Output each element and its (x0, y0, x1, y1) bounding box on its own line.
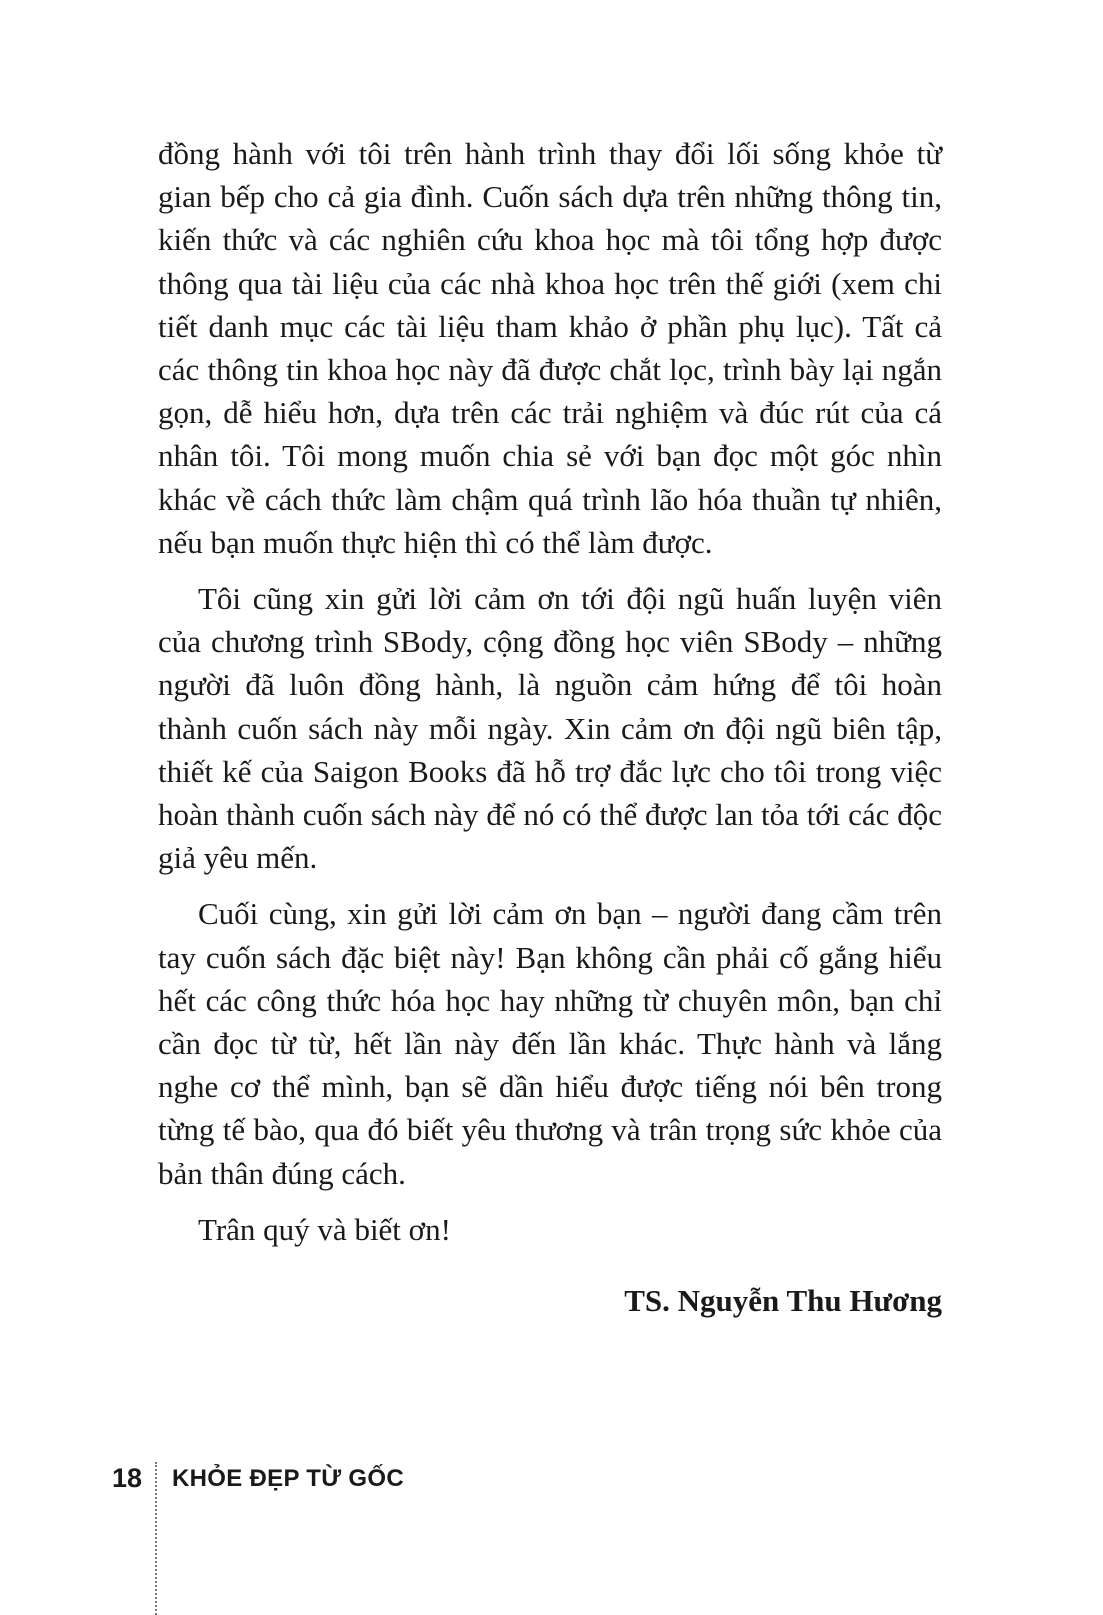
body-paragraph: Cuối cùng, xin gửi lời cảm ơn bạn – người đang cầm trên tay cuốn sách đặc biệt này! Bạn không cần phải cố gắng hiểu hết các công thức hóa học hay những từ chuyên môn, bạn chỉ cần đọc từ từ, hết lần này đến lần khác. Thực hành và lắng nghe cơ thể mình, bạn sẽ dần hiểu được tiếng nói bên trong từng tế bào, qua đó biết yêu thương và trân trọng sức khỏe của bản thân đúng cách. (158, 896, 942, 1191)
author-signature: TS. Nguyễn Thu Hương (624, 1283, 942, 1319)
page-body (158, 132, 942, 1322)
footer-divider (155, 1462, 157, 1615)
running-title: KHỎE ĐẸP TỪ GỐC (172, 1465, 404, 1492)
page-number: 18 (112, 1463, 143, 1493)
body-paragraph: đồng hành với tôi trên hành trình thay đổi lối sống khỏe từ gian bếp cho cả gia đình. Cuốn sách dựa trên những thông tin, kiến thức và các nghiên cứu khoa học mà tôi tổng hợp được thông qua tài liệu của các nhà khoa học trên thế giới (xem chi tiết danh mục các tài liệu tham khảo ở phần phụ lục). Tất cả các thông tin khoa học này đã được chắt lọc, trình bày lại ngắn gọn, dễ hiểu hơn, dựa trên các trải nghiệm và đúc rút của cá nhân tôi. Tôi mong muốn chia sẻ với bạn đọc một góc nhìn khác về cách thức làm chậm quá trình lão hóa thuần tự nhiên, nếu bạn muốn thực hiện thì có thể làm được. (158, 136, 942, 560)
body-paragraph: Tôi cũng xin gửi lời cảm ơn tới đội ngũ huấn luyện viên của chương trình SBody, cộng đồng học viên SBody – những người đã luôn đồng hành, là nguồn cảm hứng để tôi hoàn thành cuốn sách này mỗi ngày. Xin cảm ơn đội ngũ biên tập, thiết kế của Saigon Books đã hỗ trợ đắc lực cho tôi trong việc hoàn thành cuốn sách này để nó có thể được lan tỏa tới các độc giả yêu mến. (158, 581, 942, 876)
closing-line: Trân quý và biết ơn! (198, 1211, 451, 1247)
page-footer (0, 1462, 1103, 1615)
